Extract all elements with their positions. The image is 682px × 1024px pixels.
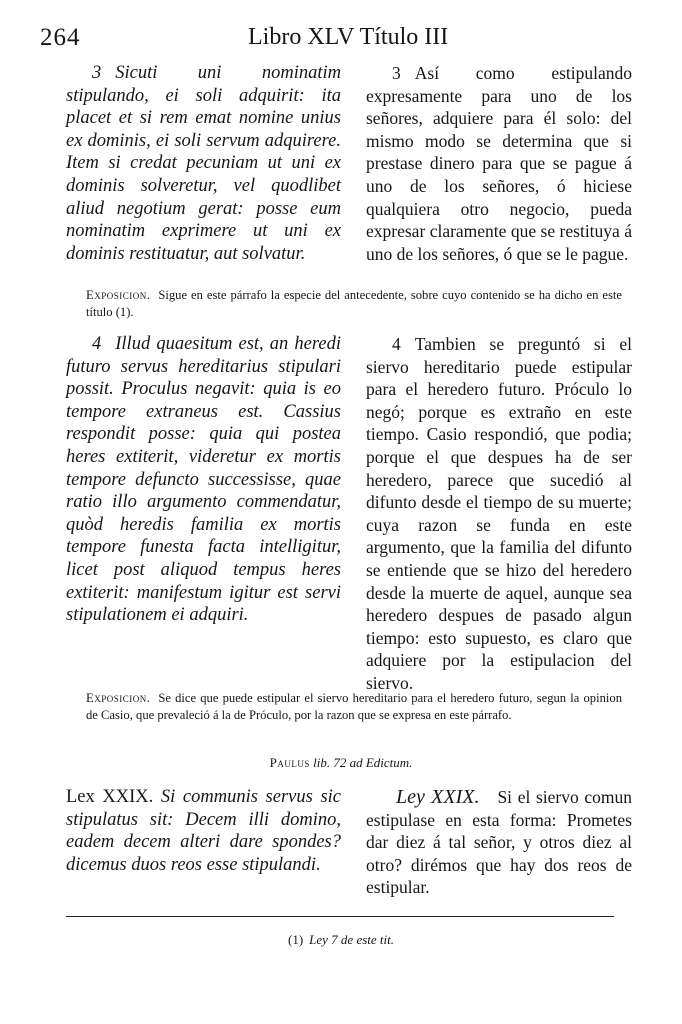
latin-paragraph-3: [66, 62, 341, 265]
section-3: [66, 62, 632, 265]
latin-paragraph-number: 4: [92, 334, 102, 354]
footnote-text: Ley 7 de este tit.: [309, 932, 394, 947]
spanish-text: Tambien se preguntó si el siervo hereditario puede estipular para el heredero futuro. Próculo lo negó; porque es extraño en este tiempo. Casio respondió, que podia; porque el que despues ha de ser heredero, parece que sucedió al difunto desde el tiempo de su muerte; cuya razon se funda en este argumento, que la familia del difunto se entiende que se hizo del heredero desde la muerte de aquel, aunque sea heredero despues de pasado algun tiempo: esto supuesto, es claro que adquiere por la estipulacion del siervo.: [366, 334, 632, 693]
exposition-text: Se dice que puede estipular el siervo hereditario para el heredero futuro, segun la opinion de Casio, que prevaleció á la de Próculo, por la razon que se expresa en este párrafo.: [86, 691, 622, 722]
exposition-text: Sigue en este párrafo la especie del antecedente, sobre cuyo contenido se ha dicho en este título (1).: [86, 288, 622, 319]
page-header: [40, 24, 640, 56]
section-4: [66, 333, 632, 695]
spanish-ley-29: [366, 786, 632, 899]
spanish-paragraph-4: [366, 333, 632, 695]
exposition-label: Exposicion.: [86, 691, 151, 705]
lex-heading: Lex XXIX.: [66, 787, 154, 807]
latin-paragraph-4: [66, 333, 341, 695]
latin-paragraph-number: 3: [92, 63, 102, 83]
latin-text: Si communis servus sic stipulatus sit: Decem illi domino, eadem decem alteri dare spondes? dicemus duos reos esse stipulandi.: [66, 787, 341, 875]
spanish-paragraph-3: [366, 62, 632, 265]
ley-heading: Ley XXIX.: [396, 786, 480, 808]
latin-text: Illud quaesitum est, an heredi futuro servus hereditarius stipulari possit. Proculus negavit: quia is eo tempore extraneus est. Cassius respondit posse: quia qui postea heres extiterit, videretur ex mortis tempore defuncto successisse, quae ratio illo argumento commendatur, quòd heredis familia ex mortis tempore funesta facta intelligitur, licet post aliquod tempus heres extiterit: manifestum igitur est servi stipulationem ei adquiri.: [66, 334, 341, 626]
source-author: Paulus: [269, 755, 310, 770]
exposition-note-1: [86, 287, 622, 321]
lex-29: [66, 786, 632, 899]
latin-lex-29: [66, 786, 341, 899]
exposition-label: Exposicion.: [86, 288, 151, 302]
page-number: 264: [40, 24, 81, 51]
exposition-note-2: [86, 690, 622, 724]
source-citation: [0, 755, 682, 771]
spanish-paragraph-number: 4: [392, 334, 401, 354]
spanish-text: Si el siervo comun estipulase en esta forma: Prometes dar diez á tal señor, y otros diez al otro? dirémos que hay dos reos de estipular.: [366, 787, 632, 898]
footnote-rule: [66, 916, 614, 917]
latin-text: Sicuti uni nominatim stipulando, ei soli adquirit: ita placet et si rem emat nomine unius ex dominis, ei soli servum adquirere. Item si credat pecuniam ut uni ex dominis solveretur, vel quodlibet aliud negotium gerat: posse eum nominatim exprimere ut uni ex dominis restituatur, aut solvatur.: [66, 63, 341, 264]
footnote: [0, 932, 682, 948]
footnote-marker: (1): [287, 932, 304, 947]
source-reference: lib. 72 ad Edictum.: [313, 755, 413, 770]
spanish-paragraph-number: 3: [392, 63, 401, 83]
running-title: Libro XLV Título III: [248, 24, 449, 50]
spanish-text: Así como estipulando expresamente para uno de los señores, adquiere para él solo: del mismo modo se determina que si prestase dinero para que se pague á uno de los señores, ó hiciese qualquiera otro negocio, pueda expresar claramente que se restituya á uno de los señores, ó que se le pague.: [366, 63, 632, 264]
